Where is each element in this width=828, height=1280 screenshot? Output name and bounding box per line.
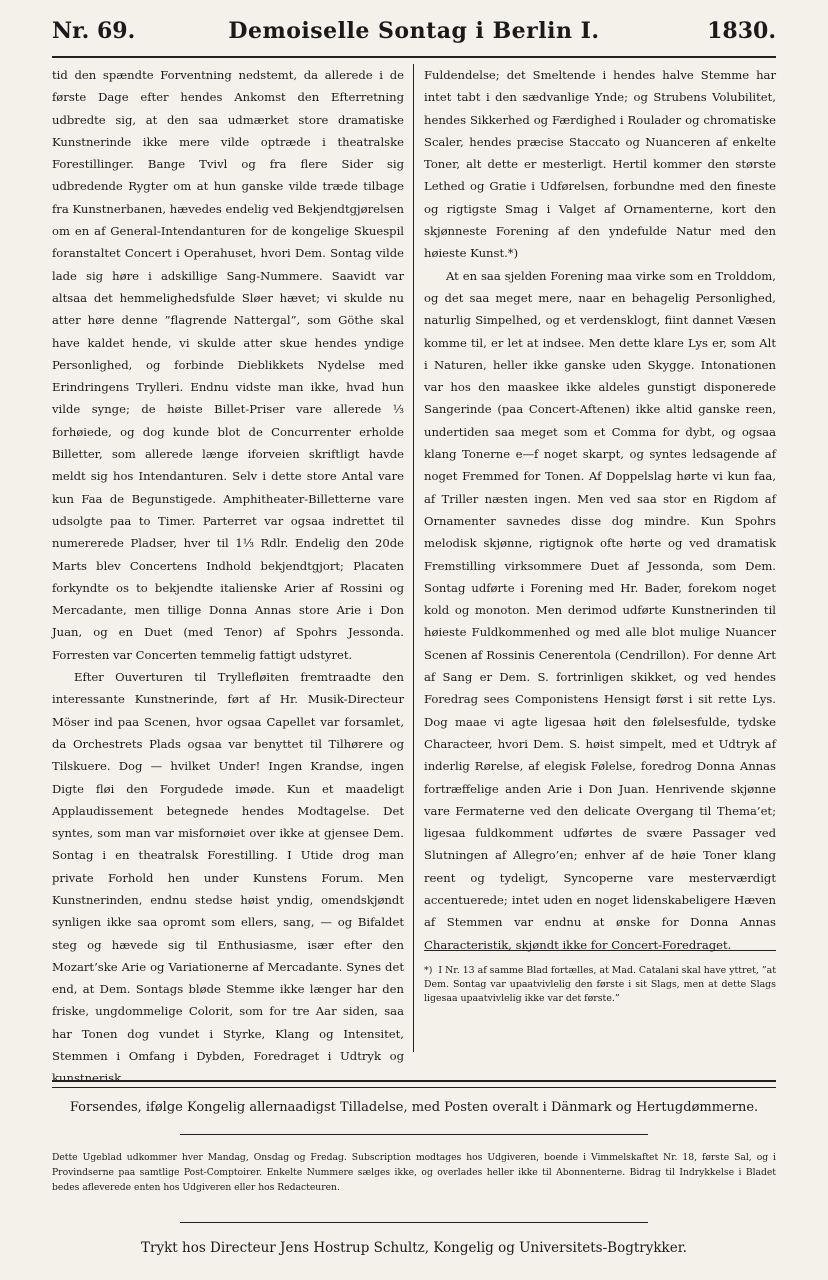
column-divider	[413, 64, 414, 1052]
subscription-notice: Dette Ugeblad udkommer hver Mandag, Onsdag og Fredag. Subscription modtages hos Udgiveren, boende i Vimmelskaftet Nr. 18, første Sal, og i Provindserne paa samtlige Post-Comptoirer. Enkelte Nummere sælges ikke, og overlades heller ikke til Abonnenterne. Bidrag til Indrykkelse i Bladet bedes afleverede enten hos Udgiveren eller hos Redacteuren.	[52, 1152, 776, 1193]
page-header	[52, 14, 776, 48]
printer-imprint: Trykt hos Directeur Jens Hostrup Schultz, Kongelig og Universitets-Bogtrykker.	[141, 1240, 687, 1256]
footer-rule	[180, 1134, 648, 1135]
right-column	[424, 64, 776, 956]
footnote-rule	[424, 950, 776, 951]
paragraph: Efter Ouverturen til Tryllefløiten fremtraadte den interessante Kunstnerinde, ført af Hr. Musik-Directeur Möser ind paa Scenen, hvor ogsaa Capellet var forsamlet, da Orchestrets Plads ogsaa var benyttet til Tilhørere og Tilskuere. Dog — hvilket Under! Ingen Krandse, ingen Digte fløi den Forgudede imøde. Kun et maadeligt Applaudissement betegnede hendes Modtagelse. Det syntes, som man var misfornøiet over ikke at gjensee Dem. Sontag i en theatralsk Forestilling. I Utide drog man private Forhold hen under Kunstens Forum. Men Kunstnerinden, endnu stedse høist yndig, omendskjøndt synligen ikke saa opromt som ellers, sang, — og Bifaldet steg og hævede sig til Enthusiasme, især efter den Mozart’ske Arie og Variationerne af Mercadante. Synes det end, at Dem. Sontags bløde Stemme ikke længer har den friske, ungdommelige Colorit, som for tre Aar siden, saa har Tonen dog vundet i Styrke, Klang og Intensitet, Stemmen i Omfang i Dybden, Foredraget i Udtryk og kunstnerisk	[52, 670, 404, 1086]
article-title: Demoiselle Sontag i Berlin I.	[228, 18, 600, 44]
year: 1830.	[707, 18, 776, 44]
footnote-text: I Nr. 13 af samme Blad fortælles, at Mad. Catalani skal have yttret, ”at Dem. Sontag var upaatvivlelig den første i sit Slags, men at dette Slags ligesaa upaatvivlelig ikke var det første.”	[424, 965, 776, 1004]
paragraph: tid den spændte Forventning nedstemt, da allerede i de første Dage efter hendes Ankomst den Efterretning udbredte sig, at den saa udmærket store dramatiske Kunstnerinde ikke mere vilde optræde i theatralske Forestillinger. Bange Tvivl og fra flere Sider sig udbredende Rygter om at hun ganske vilde træde tilbage fra Kunstnerbanen, hævedes endelig ved Bekjendtgjørelsen om en af General-Intendanturen for de kongelige Skuespil foranstaltet Concert i Operahuset, hvori Dem. Sontag vilde lade sig høre i adskillige Sang-Nummere. Saavidt var altsaa det hemmelighedsfulde Sløer hævet; vi skulde nu atter høre denne ”flagrende Nattergal”, som Göthe skal have kaldet hende, vi skulde atter skue hendes yndige Personlighed, og forbinde Dieblikkets Nydelse med Erindringens Trylleri. Endnu vidste man ikke, hvad hun vilde synge; de høiste Billet-Priser vare allerede ⅓ forhøiede, og dog kunde blot de Concurrenter erholde Billetter, som allerede længe iforveien skriftligt havde meldt sig hos Intendanturen. Selv i dette store Antal vare kun Faa de Begunstigede. Amphitheater-Billetterne vare udsolgte paa to Timer. Parterret var ogsaa indrettet til numererede Pladser, hver til 1⅓ Rdlr. Endelig den 20de Marts blev Concertens Indhold bekjendtgjort; Placaten forkyndte os to bekjendte italienske Arier af Rossini og Mercadante, men tillige Donna Annas store Arie i Don Juan, og en Duet (med Tenor) af Spohrs Jessonda. Forresten var Concerten temmelig fattigt udstyret.	[52, 68, 404, 662]
distribution-notice: Forsendes, ifølge Kongelig allernaadigst Tilladelse, med Posten overalt i Dänmark og Hertugdømmerne.	[69, 1100, 759, 1115]
issue-number: Nr. 69.	[52, 18, 136, 44]
footer-double-rule	[52, 1080, 776, 1088]
footnote	[424, 964, 776, 1006]
left-column	[52, 64, 404, 1086]
paragraph: Fuldendelse; det Smeltende i hendes halve Stemme har intet tabt i den sædvanlige Ynde; og Strubens Volubilitet, hendes Sikkerhed og Færdighed i Roulader og chromatiske Scaler, hendes præcise Staccato og Nuanceren af enkelte Toner, alt dette er mesterligt. Hertil kommer den største Lethed og Gratie i Udførelsen, forbundne med den fineste og rigtigste Smag i Valget af Ornamenterne, kort den skjønneste Forening af den yndefulde Natur med den høieste Kunst.*)	[424, 68, 776, 261]
footer-rule	[180, 1222, 648, 1223]
paragraph: At en saa sjelden Forening maa virke som en Trolddom, og det saa meget mere, naar en behagelig Personlighed, naturlig Simpelhed, og et verdensklogt, fiint dannet Væsen komme til, er let at indsee. Men dette klare Lys er, som Alt i Naturen, heller ikke ganske uden Skygge. Intonationen var hos den maaskee ikke aldeles gunstigt disponerede Sangerinde (paa Concert-Aftenen) ikke altid ganske reen, undertiden saa meget som et Comma for dybt, og ogsaa klang Tonerne e—f noget skarpt, og syntes ledsagende af noget Fremmed for Tonen. Af Doppelslag hørte vi kun faa, af Triller næsten ingen. Men ved saa stor en Rigdom af Ornamenter savnedes disse dog mindre. Kun Spohrs melodisk skjønne, rigtignok ofte hørte og ved dramatisk Fremstilling virksommere Duet af Jessonda, som Dem. Sontag udførte i Forening med Hr. Bader, forekom noget kold og monoton. Men derimod udførte Kunstnerinden til høieste Fuldkommenhed og med alle blot mulige Nuancer Scenen af Rossinis Cenerentola (Cendrillon). For denne Art af Sang er Dem. S. fortrinligen skikket, og ved hendes Foredrag sees Componistens Hensigt først i sit rette Lys. Dog maae vi agte ligesaa høit den følelsesfulde, tydske Characteer, hvori Dem. S. høist simpelt, med et Udtryk af inderlig Rørelse, af elegisk Følelse, foredrog Donna Annas fortræffelige anden Arie i Don Juan. Henrivende skjønne vare Fermaterne ved den delicate Overgang til Thema’et; ligesaa fuldkomment udførtes de svære Passager ved Slutningen af Allegro’en; enhver af de høie Toner klang reent og tydeligt, Syncoperne vare mesterværdigt accentuerede; intet uden en noget lidenskabeligere Hæven af Stemmen var endnu at ønske for Donna Annas Characteristik, skjøndt ikke for Concert-Foredraget.	[424, 268, 776, 952]
footnote-marker: *)	[424, 965, 433, 976]
header-rule	[52, 56, 776, 58]
